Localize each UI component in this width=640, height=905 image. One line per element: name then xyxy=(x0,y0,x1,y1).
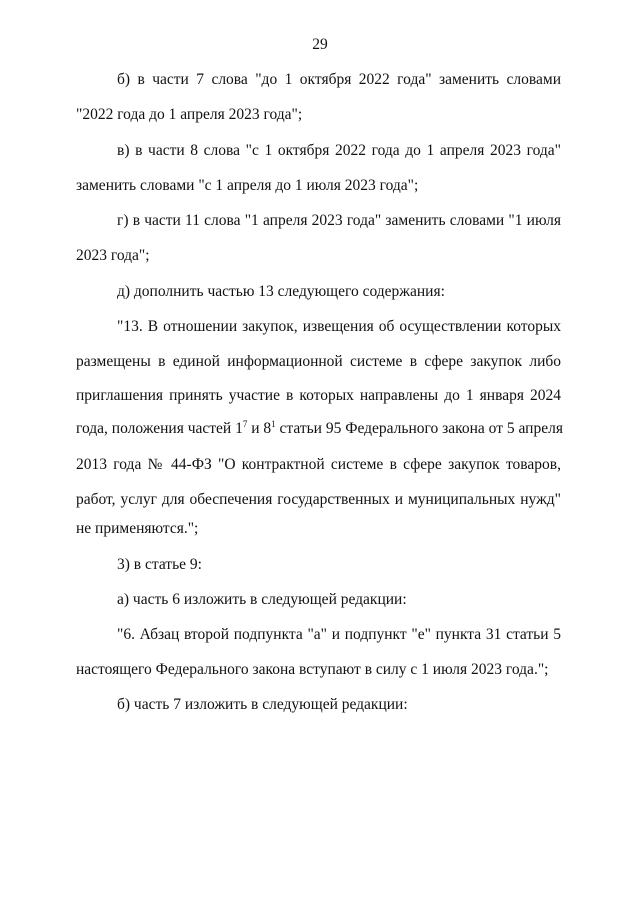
paragraph-line: б) часть 7 изложить в следующей редакции: xyxy=(117,696,408,713)
line-text: статьи 95 Федерального закона от 5 апреля xyxy=(275,420,563,437)
paragraph-line: "13. В отношении закупок, извещения об осуществлении которых xyxy=(117,318,561,335)
paragraph-line: 2023 года"; xyxy=(76,247,150,264)
paragraph-line: работ, услуг для обеспечения государственных и муниципальных нужд" xyxy=(76,491,561,508)
line-text: года, положения частей 1 xyxy=(76,420,243,437)
paragraph-line: г) в части 11 слова "1 апреля 2023 года" заменить словами "1 июля xyxy=(117,212,561,229)
paragraph-line: "2022 года до 1 апреля 2023 года"; xyxy=(76,106,303,123)
line-text: и 8 xyxy=(247,420,272,437)
paragraph-line: приглашения принять участие в которых направлены до 1 января 2024 xyxy=(76,387,561,404)
paragraph-line: д) дополнить частью 13 следующего содержания: xyxy=(117,283,445,300)
paragraph-line: заменить словами "с 1 апреля до 1 июля 2023 года"; xyxy=(76,177,419,194)
superscript: 1 xyxy=(271,419,276,429)
paragraph-line: "6. Абзац второй подпункта "а" и подпункт "е" пункта 31 статьи 5 xyxy=(117,626,561,643)
paragraph-line: настоящего Федерального закона вступают в силу с 1 июля 2023 года."; xyxy=(76,661,549,678)
paragraph-line xyxy=(76,420,561,438)
paragraph-line: б) в части 7 слова "до 1 октября 2022 года" заменить словами xyxy=(117,71,561,88)
paragraph-line: 3) в статье 9: xyxy=(117,556,202,573)
paragraph-line: не применяются."; xyxy=(76,520,199,537)
page-number: 29 xyxy=(312,36,328,53)
paragraph-line: а) часть 6 изложить в следующей редакции: xyxy=(117,591,407,608)
superscript: 7 xyxy=(242,419,248,429)
paragraph-line: размещены в единой информационной системе в сфере закупок либо xyxy=(76,353,561,370)
paragraph-line: в) в части 8 слова "с 1 октября 2022 года до 1 апреля 2023 года" xyxy=(117,142,561,159)
paragraph-line: 2013 года № 44-ФЗ "О контрактной системе в сфере закупок товаров, xyxy=(76,456,561,473)
